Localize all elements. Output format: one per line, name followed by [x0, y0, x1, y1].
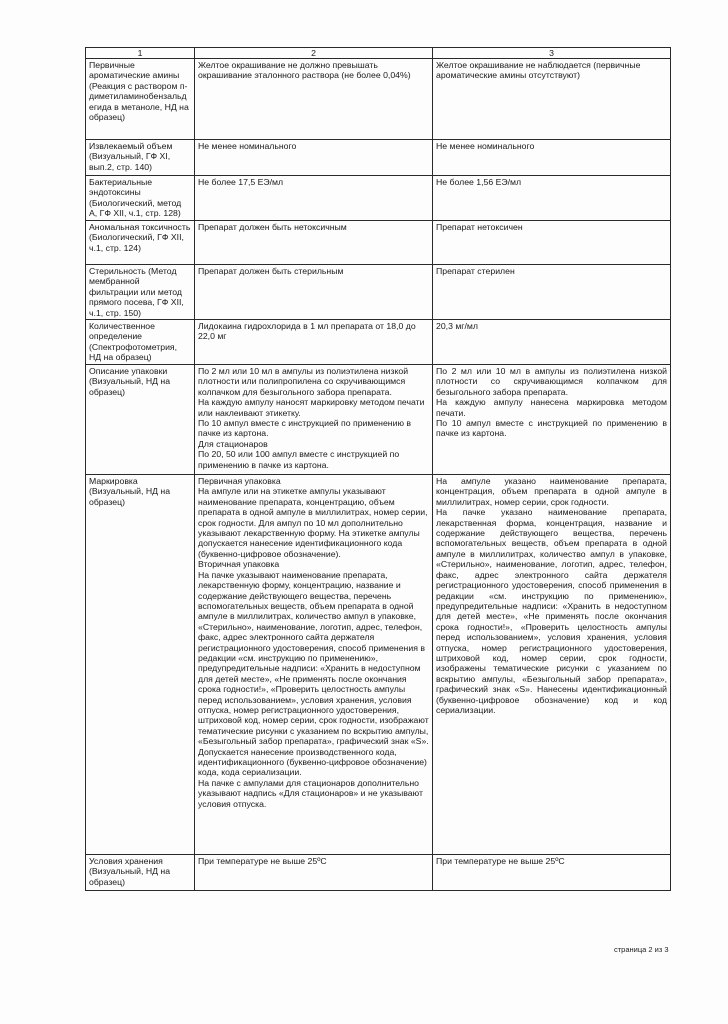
table-row	[86, 855, 671, 891]
requirement-cell: Не более 17,5 ЕЭ/мл	[195, 176, 433, 221]
test-name-cell: Стерильность (Метод мембранной фильтрации или метод прямого посева, ГФ XII, ч.1, стр. 150)	[86, 265, 195, 320]
result-cell: 20,3 мг/мл	[433, 320, 671, 365]
result-cell: Препарат нетоксичен	[433, 221, 671, 265]
test-name-cell: Аномальная токсичность (Биологический, ГФ XII, ч.1, стр. 124)	[86, 221, 195, 265]
column-header: 2	[195, 48, 433, 59]
column-header: 1	[86, 48, 195, 59]
requirement-cell: Препарат должен быть стерильным	[195, 265, 433, 320]
requirement-cell: Желтое окрашивание не должно превышать окрашивание эталонного раствора (не более 0,04%)	[195, 59, 433, 140]
requirement-cell: По 2 мл или 10 мл в ампулы из полиэтилена низкой плотности или полипропилена со скручивающимся колпачком для безыгольного забора препарата. На каждую ампулу наносят маркировку методом печати или наклеивают этикетку. По 10 ампул вместе с инструкцией по применению в пачке из картона. Для стационаров По 20, 50 или 100 ампул вместе с инструкцией по применению в пачке из картона.	[195, 365, 433, 475]
table-header-row	[86, 48, 671, 59]
table-row	[86, 365, 671, 475]
result-cell: По 2 мл или 10 мл в ампулы из полиэтилена низкой плотности со скручивающимся колпачком для безыгольного забора препарата. На каждую ампулу нанесена маркировка методом печати. По 10 ампул вместе с инструкцией по применению в пачке из картона.	[433, 365, 671, 475]
test-name-cell: Маркировка (Визуальный, НД на образец)	[86, 475, 195, 855]
requirement-cell: Лидокаина гидрохлорида в 1 мл препарата от 18,0 до 22,0 мг	[195, 320, 433, 365]
test-name-cell: Бактериальные эндотоксины (Биологический, метод А, ГФ XII, ч.1, стр. 128)	[86, 176, 195, 221]
page-number: страница 2 из 3	[614, 945, 669, 954]
test-name-cell: Количественное определение (Спектрофотометрия, НД на образец)	[86, 320, 195, 365]
requirement-cell: Не менее номинального	[195, 140, 433, 176]
result-cell: Желтое окрашивание не наблюдается (первичные ароматические амины отсутствуют)	[433, 59, 671, 140]
test-name-cell: Извлекаемый объем (Визуальный, ГФ XI, вып.2, стр. 140)	[86, 140, 195, 176]
requirement-cell: При температуре не выше 25ºС	[195, 855, 433, 891]
requirement-cell: Препарат должен быть нетоксичным	[195, 221, 433, 265]
result-cell: Не менее номинального	[433, 140, 671, 176]
result-cell: Препарат стерилен	[433, 265, 671, 320]
result-cell: На ампуле указано наименование препарата, концентрация, объем препарата в одной ампуле в миллилитрах, номер серии, срок годности. На пачке указано наименование препарата, лекарственная форма, концентрация, название и содержание действующего вещества, перечень вспомогательных веществ, объем препарата в одной ампуле в миллилитрах, количество ампул в упаковке, «Стерильно», наименование, логотип, адрес, телефон, факс, адрес электронного сайта держателя регистрационного удостоверения, способ применения в редакции «см. инструкцию по применению», предупредительные надписи: «Хранить в недоступном для детей месте», «Не применять после окончания срока годности!», «Проверить целостность ампулы перед использованием», условия хранения, условия отпуска, номер регистрационного удостоверения, штриховой код, номер серии, срок годности, изображены тематические рисунки с указанием по вскрытию ампулы, «Безыгольный забор препарата», графический знак «S». Нанесены идентификационный (буквенно-цифровое обозначение) код и код сериализации.	[433, 475, 671, 855]
test-name-cell: Описание упаковки (Визуальный, НД на образец)	[86, 365, 195, 475]
table-row	[86, 59, 671, 140]
test-name-cell: Первичные ароматические амины (Реакция с раствором п-диметиламинобензальдегида в метаноле, НД на образец)	[86, 59, 195, 140]
table-row	[86, 140, 671, 176]
result-cell: При температуре не выше 25ºС	[433, 855, 671, 891]
test-name-cell: Условия хранения (Визуальный, НД на образец)	[86, 855, 195, 891]
table-row	[86, 221, 671, 265]
result-cell: Не более 1,56 ЕЭ/мл	[433, 176, 671, 221]
table-row	[86, 320, 671, 365]
column-header: 3	[433, 48, 671, 59]
specification-table	[85, 47, 671, 891]
table-row	[86, 475, 671, 855]
table-row	[86, 265, 671, 320]
table-row	[86, 176, 671, 221]
requirement-cell: Первичная упаковка На ампуле или на этикетке ампулы указывают наименование препарата, концентрацию, объем препарата в одной ампуле в миллилитрах, номер серии, срок годности. Для ампул по 10 мл дополнительно указывают лекарственную форму. На этикетке ампулы допускается нанесение идентификационного кода (буквенно-цифровое обозначение). Вторичная упаковка На пачке указывают наименование препарата, лекарственную форму, концентрацию, название и содержание действующего вещества, перечень вспомогательных веществ, объем препарата в одной ампуле в миллилитрах, количество ампул в упаковке, «Стерильно», наименование, логотип, адрес, телефон, факс, адрес электронного сайта держателя регистрационного удостоверения, способ применения в редакции «см. инструкцию по применению», предупредительные надписи: «Хранить в недоступном для детей месте», «Не применять после окончания срока годности!», «Проверить целостность ампулы перед использованием», условия хранения, условия отпуска, номер регистрационного удостоверения, штриховой код, номер серии, срок годности, изображают тематические рисунки с указанием по вскрытию ампулы, «Безыгольный забор препарата», графический знак «S». Допускается нанесение производственного кода, идентификационного (буквенно-цифровое обозначение) кода, кода сериализации. На пачке с ампулами для стационаров дополнительно указывают надпись «Для стационаров» и не указывают условия отпуска.	[195, 475, 433, 855]
